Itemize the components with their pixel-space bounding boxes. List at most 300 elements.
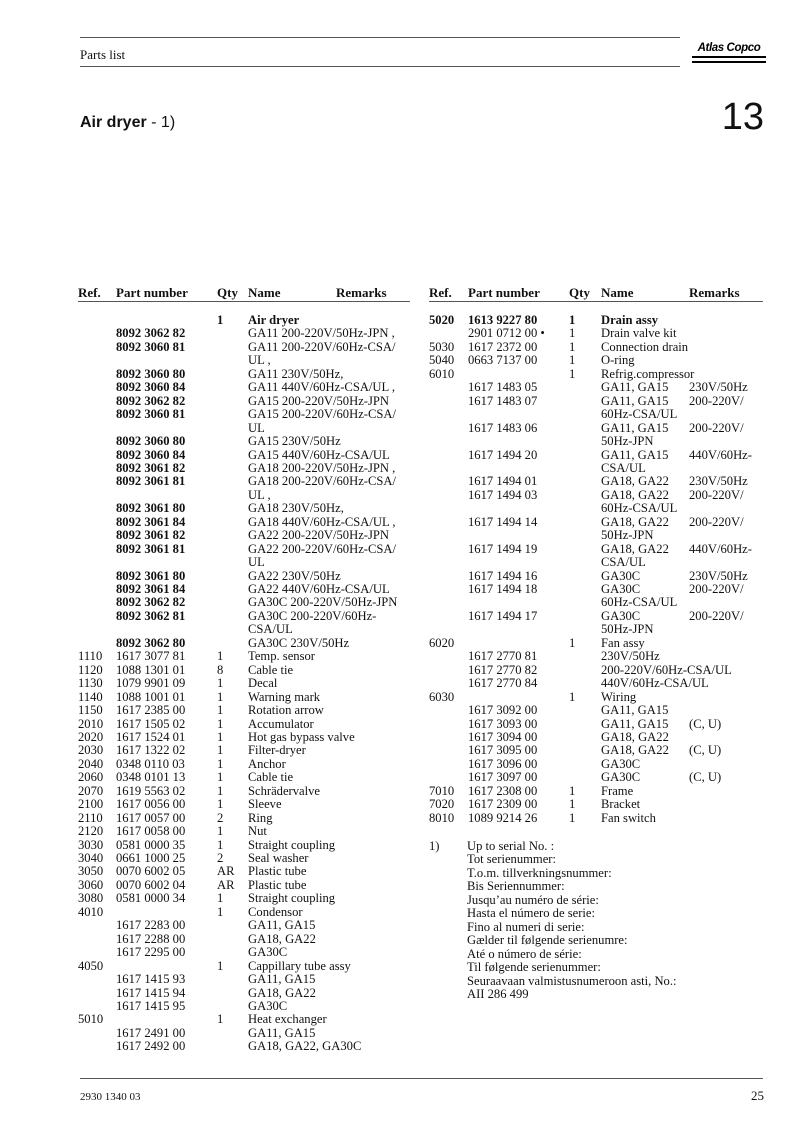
ref-cell: 1110	[78, 649, 103, 664]
table-row	[0, 489, 800, 502]
name-cell: Connection drain	[601, 339, 689, 354]
table-row	[0, 650, 800, 663]
name-cell: Cable tie	[248, 662, 294, 677]
name-cell: CSA/UL	[248, 622, 293, 637]
qty-cell: 1	[217, 676, 224, 691]
table-row	[0, 731, 800, 744]
qty-cell: 8	[217, 662, 224, 677]
part-number-cell: 1617 3095 00	[468, 743, 538, 758]
part-number-cell: 1617 1415 94	[116, 985, 186, 1000]
part-number-cell: 2901 0712 00 •	[468, 326, 545, 341]
ref-cell: 3050	[78, 864, 104, 879]
footnote-line: Gælder til følgende serienumre:	[467, 933, 628, 948]
name-cell: Ring	[248, 810, 273, 825]
part-number-cell: 1617 2288 00	[116, 931, 186, 946]
part-number-cell: 1617 2309 00	[468, 797, 538, 812]
right-col-part-number: Part number	[468, 285, 540, 300]
part-number-cell: 1617 1483 07	[468, 393, 538, 408]
name-cell: GA18, GA22, GA30C	[248, 1039, 362, 1054]
remarks-cell: 200-220V/	[689, 487, 744, 502]
name-cell: GA30C 230V/50Hz	[248, 635, 350, 650]
part-number-cell: 8092 3061 81	[116, 541, 186, 556]
part-number-cell: 8092 3061 80	[116, 568, 186, 583]
table-row	[0, 462, 800, 475]
ref-cell: 6010	[429, 366, 455, 381]
name-cell: Hot gas bypass valve	[248, 729, 355, 744]
name-cell: GA18, GA22	[248, 931, 316, 946]
table-row	[0, 623, 800, 636]
right-col-name: Name	[601, 285, 634, 300]
table-row	[0, 1000, 800, 1013]
table-row	[0, 691, 800, 704]
name-cell: Frame	[601, 783, 634, 798]
name-cell: GA11 230V/50Hz,	[248, 366, 344, 381]
part-number-cell: 1613 9227 80	[468, 313, 538, 327]
qty-cell: AR	[217, 877, 235, 892]
table-row	[0, 1013, 800, 1026]
logo-bar-top	[692, 56, 766, 58]
part-number-cell: 0581 0000 34	[116, 891, 186, 906]
table-row	[0, 839, 800, 852]
part-number-cell: 1617 1494 16	[468, 568, 538, 583]
name-cell: GA11, GA15	[601, 420, 669, 435]
remarks-cell: 440V/60Hz-	[689, 541, 752, 556]
qty-cell: 1	[217, 891, 224, 906]
table-row	[0, 341, 800, 354]
part-number-cell: 1619 5563 02	[116, 783, 186, 798]
part-number-cell: 1088 1301 01	[116, 662, 186, 677]
qty-cell: 1	[217, 770, 224, 785]
name-cell: GA18, GA22	[601, 743, 669, 758]
name-cell: GA11, GA15	[248, 1025, 316, 1040]
footnote-line: Até o número de série:	[467, 946, 582, 961]
footnote-line: Til følgende serienummer:	[467, 960, 601, 975]
left-col-name: Name	[248, 285, 281, 300]
name-cell: Decal	[248, 676, 278, 691]
table-row	[0, 422, 800, 435]
name-cell: GA18 200-220V/50Hz-JPN ,	[248, 460, 396, 475]
qty-cell: 1	[217, 797, 224, 812]
part-number-cell: 0661 1000 25	[116, 851, 186, 865]
table-row	[0, 435, 800, 448]
name-cell: GA15 230V/50Hz	[248, 434, 341, 449]
part-number-cell: 1617 0057 00	[116, 810, 186, 825]
name-cell: GA30C	[601, 568, 641, 583]
part-number-cell: 1617 3092 00	[468, 703, 538, 718]
logo-bar-bottom	[692, 61, 766, 63]
table-row	[0, 798, 800, 811]
part-number-cell: 1617 1494 03	[468, 487, 538, 502]
part-number-cell: 0070 6002 05	[116, 864, 186, 879]
name-cell: Cable tie	[248, 770, 294, 785]
remarks-cell: 200-220V/	[689, 514, 744, 529]
part-number-cell: 1089 9214 26	[468, 810, 538, 825]
qty-cell: 1	[217, 958, 224, 973]
part-number-cell: 0070 6002 04	[116, 877, 186, 892]
ref-cell: 1120	[78, 662, 103, 677]
right-col-ref: Ref.	[429, 285, 452, 300]
name-cell: GA15 200-220V/60Hz-CSA/	[248, 407, 396, 422]
part-number-cell: 1617 3077 81	[116, 649, 186, 664]
ref-cell: 1130	[78, 676, 103, 691]
table-row	[0, 556, 800, 569]
ref-cell: 6030	[429, 689, 455, 704]
name-cell: GA11, GA15	[248, 972, 316, 987]
ref-cell: 5030	[429, 339, 455, 354]
part-number-cell: 0348 0110 03	[116, 756, 185, 771]
remarks-cell: (C, U)	[689, 743, 722, 758]
part-number-cell: 1617 1494 18	[468, 582, 538, 596]
table-row	[0, 475, 800, 488]
name-cell: Drain assy	[601, 313, 659, 327]
left-col-remarks: Remarks	[336, 285, 387, 300]
footer-rule	[80, 1078, 763, 1079]
table-row	[0, 960, 800, 973]
name-cell: UL	[248, 420, 265, 435]
qty-cell: 1	[217, 1012, 224, 1027]
table-row	[0, 1027, 800, 1040]
table-row	[0, 933, 800, 946]
table-row	[0, 327, 800, 340]
table-row	[0, 892, 800, 905]
name-cell: 50Hz-JPN	[601, 622, 654, 637]
part-number-cell: 1617 2770 81	[468, 649, 538, 664]
ref-cell: 7020	[429, 797, 455, 812]
part-number-cell: 8092 3060 84	[116, 380, 186, 395]
qty-cell: 1	[569, 339, 576, 354]
table-row	[0, 570, 800, 583]
part-number-cell: 0581 0000 35	[116, 837, 186, 852]
name-cell: GA18, GA22	[601, 487, 669, 502]
qty-cell: 1	[217, 743, 224, 758]
qty-cell: 1	[569, 326, 576, 341]
name-cell: Filter-dryer	[248, 743, 306, 758]
qty-cell: 2	[217, 851, 224, 865]
name-cell: Straight coupling	[248, 891, 336, 906]
name-cell: Plastic tube	[248, 864, 307, 879]
part-number-cell: 1617 2770 82	[468, 662, 538, 677]
part-number-cell: 1617 1494 20	[468, 447, 538, 462]
table-row	[0, 637, 800, 650]
qty-cell: 1	[569, 689, 576, 704]
qty-cell: 1	[569, 366, 576, 381]
table-row	[0, 1040, 800, 1053]
ref-cell: 3080	[78, 891, 104, 906]
name-cell: GA30C	[248, 998, 288, 1013]
name-cell: GA18 440V/60Hz-CSA/UL ,	[248, 514, 396, 529]
name-cell: GA15 440V/60Hz-CSA/UL	[248, 447, 390, 462]
remarks-cell: 230V/50Hz	[689, 474, 748, 489]
header-label: Parts list	[80, 47, 126, 62]
part-number-cell: 8092 3061 80	[116, 501, 186, 516]
right-col-remarks: Remarks	[689, 285, 740, 300]
name-cell: 60Hz-CSA/UL	[601, 407, 678, 422]
name-cell: Refrig.compressor	[601, 366, 695, 381]
part-number-cell: 1617 1505 02	[116, 716, 186, 731]
ref-cell: 5020	[429, 313, 455, 327]
table-row	[0, 704, 800, 717]
left-col-qty: Qty	[217, 285, 238, 300]
part-number-cell: 1617 2308 00	[468, 783, 538, 798]
remarks-cell: (C, U)	[689, 770, 722, 785]
footnote-line: Seuraavaan valmistusnumeroon asti, No.:	[467, 973, 677, 988]
header-bottom-rule	[80, 66, 680, 67]
footnote-line: T.o.m. tillverkningsnummer:	[467, 865, 612, 880]
part-number-cell: 8092 3060 80	[116, 366, 186, 381]
qty-cell: 1	[217, 649, 224, 664]
ref-cell: 2060	[78, 770, 104, 785]
footer-document-code: 2930 1340 03	[80, 1091, 141, 1103]
part-number-cell: 1617 3093 00	[468, 716, 538, 731]
part-number-cell: 1617 2295 00	[116, 945, 186, 960]
ref-cell: 3060	[78, 877, 104, 892]
page-title	[80, 114, 175, 132]
name-cell: Heat exchanger	[248, 1012, 327, 1027]
table-row	[0, 408, 800, 421]
name-cell: Drain valve kit	[601, 326, 677, 341]
name-cell: Fan switch	[601, 810, 656, 825]
part-number-cell: 1617 2491 00	[116, 1025, 186, 1040]
name-cell: GA18 200-220V/60Hz-CSA/	[248, 474, 396, 489]
name-cell: GA30C	[601, 770, 641, 785]
part-number-cell: 1617 1494 17	[468, 608, 538, 623]
ref-cell: 2070	[78, 783, 104, 798]
name-cell: CSA/UL	[601, 460, 646, 475]
left-col-ref: Ref.	[78, 285, 101, 300]
right-header-rule	[429, 301, 763, 302]
name-cell: Nut	[248, 824, 267, 839]
name-cell: Straight coupling	[248, 837, 336, 852]
qty-cell: 1	[217, 783, 224, 798]
remarks-cell: 200-220V/	[689, 393, 744, 408]
name-cell: GA30C	[248, 945, 288, 960]
table-row	[0, 596, 800, 609]
name-cell: Wiring	[601, 689, 637, 704]
part-number-cell: 8092 3060 81	[116, 407, 186, 422]
name-cell: Seal washer	[248, 851, 309, 865]
table-row	[0, 744, 800, 757]
ref-cell: 2010	[78, 716, 104, 731]
qty-cell: 1	[569, 353, 576, 368]
header-top-rule	[80, 37, 680, 38]
part-number-cell: 8092 3062 82	[116, 393, 186, 408]
table-row	[0, 771, 800, 784]
name-cell: GA22 440V/60Hz-CSA/UL	[248, 582, 390, 596]
qty-cell: 1	[569, 313, 576, 327]
name-cell: CSA/UL	[601, 555, 646, 570]
name-cell: Schrädervalve	[248, 783, 321, 798]
part-number-cell: 1617 1524 01	[116, 729, 186, 744]
remarks-cell: 200-220V/	[689, 420, 744, 435]
table-row	[0, 664, 800, 677]
name-cell: 60Hz-CSA/UL	[601, 501, 678, 516]
table-row	[0, 879, 800, 892]
part-number-cell: 1617 0058 00	[116, 824, 186, 839]
title-bold: Air dryer	[80, 114, 147, 131]
name-cell: 230V/50Hz	[601, 649, 660, 664]
part-number-cell: 1617 2283 00	[116, 918, 186, 933]
ref-cell: 8010	[429, 810, 455, 825]
name-cell: GA11, GA15	[601, 703, 669, 718]
remarks-cell: 230V/50Hz	[689, 380, 748, 395]
table-row	[0, 987, 800, 1000]
qty-cell: 1	[569, 810, 576, 825]
table-row	[0, 718, 800, 731]
name-cell: 50Hz-JPN	[601, 528, 654, 543]
name-cell: GA30C 200-220V/50Hz-JPN	[248, 595, 398, 610]
name-cell: 60Hz-CSA/UL	[601, 595, 678, 610]
part-number-cell: 1617 1483 06	[468, 420, 538, 435]
part-number-cell: 8092 3060 81	[116, 339, 186, 354]
part-number-cell: 8092 3061 82	[116, 528, 186, 543]
name-cell: Rotation arrow	[248, 703, 324, 718]
section-number: 13	[721, 96, 764, 138]
qty-cell: 1	[217, 689, 224, 704]
part-number-cell: 1617 1494 19	[468, 541, 538, 556]
part-number-cell: 1617 1415 95	[116, 998, 186, 1013]
ref-cell: 2020	[78, 729, 104, 744]
part-number-cell: 1617 2385 00	[116, 703, 186, 718]
table-row	[0, 314, 800, 327]
qty-cell: AR	[217, 864, 235, 879]
atlas-copco-logo	[692, 40, 766, 66]
right-col-qty: Qty	[569, 285, 590, 300]
part-number-cell: 8092 3061 82	[116, 460, 186, 475]
footnote-line: Fino al numeri di serie:	[467, 919, 585, 934]
name-cell: GA11 440V/60Hz-CSA/UL ,	[248, 380, 396, 395]
logo-text: Atlas Copco	[697, 42, 761, 54]
footnote-line: AII 286 499	[467, 986, 529, 1001]
name-cell: GA11, GA15	[601, 447, 669, 462]
name-cell: GA11, GA15	[248, 918, 316, 933]
qty-cell: 2	[217, 810, 224, 825]
name-cell: UL ,	[248, 487, 271, 502]
name-cell: Bracket	[601, 797, 641, 812]
part-number-cell: 8092 3062 82	[116, 326, 186, 341]
table-row	[0, 825, 800, 838]
name-cell: GA30C	[601, 582, 641, 596]
part-number-cell: 8092 3060 84	[116, 447, 186, 462]
name-cell: GA30C	[601, 608, 641, 623]
ref-cell: 5010	[78, 1012, 104, 1027]
remarks-cell: 440V/60Hz-	[689, 447, 752, 462]
table-row	[0, 973, 800, 986]
name-cell: Fan assy	[601, 635, 645, 650]
part-number-cell: 0663 7137 00	[468, 353, 538, 368]
ref-cell: 3040	[78, 851, 104, 865]
table-row	[0, 381, 800, 394]
footnote-line: Bis Seriennummer:	[467, 879, 565, 894]
name-cell: GA18, GA22	[601, 474, 669, 489]
table-row	[0, 919, 800, 932]
name-cell: GA11 200-220V/50Hz-JPN ,	[248, 326, 395, 341]
name-cell: O-ring	[601, 353, 635, 368]
ref-cell: 1140	[78, 689, 103, 704]
part-number-cell: 1617 1415 93	[116, 972, 186, 987]
name-cell: Anchor	[248, 756, 286, 771]
ref-cell: 3030	[78, 837, 104, 852]
part-number-cell: 1617 1494 01	[468, 474, 538, 489]
name-cell: Warning mark	[248, 689, 321, 704]
name-cell: Temp. sensor	[248, 649, 315, 664]
qty-cell: 1	[569, 797, 576, 812]
name-cell: GA22 230V/50Hz	[248, 568, 341, 583]
ref-cell: 2120	[78, 824, 104, 839]
name-cell: GA22 200-220V/50Hz-JPN	[248, 528, 389, 543]
part-number-cell: 8092 3061 84	[116, 514, 186, 529]
part-number-cell: 1617 3097 00	[468, 770, 538, 785]
table-row	[0, 812, 800, 825]
name-cell: Cappillary tube assy	[248, 958, 351, 973]
part-number-cell: 1079 9901 09	[116, 676, 186, 691]
part-number-cell: 1617 1494 14	[468, 514, 538, 529]
name-cell: GA22 200-220V/60Hz-CSA/	[248, 541, 396, 556]
name-cell: 50Hz-JPN	[601, 434, 654, 449]
name-cell: GA15 200-220V/50Hz-JPN	[248, 393, 389, 408]
part-number-cell: 0348 0101 13	[116, 770, 186, 785]
name-cell: Air dryer	[248, 313, 300, 327]
table-row	[0, 946, 800, 959]
name-cell: UL ,	[248, 353, 271, 368]
name-cell: Accumulator	[248, 716, 314, 731]
qty-cell: 1	[217, 756, 224, 771]
footnote-line: Hasta el número de serie:	[467, 906, 595, 921]
name-cell: GA18 230V/50Hz,	[248, 501, 344, 516]
table-row	[0, 758, 800, 771]
table-row	[0, 610, 800, 623]
part-number-cell: 8092 3062 80	[116, 635, 186, 650]
qty-cell: 1	[569, 783, 576, 798]
part-number-cell: 8092 3062 81	[116, 608, 186, 623]
remarks-cell: 200-220V/	[689, 608, 744, 623]
part-number-cell: 1617 1322 02	[116, 743, 186, 758]
part-number-cell: 1617 2492 00	[116, 1039, 186, 1054]
table-row	[0, 906, 800, 919]
qty-cell: 1	[569, 635, 576, 650]
part-number-cell: 8092 3062 82	[116, 595, 186, 610]
part-number-cell: 8092 3061 81	[116, 474, 186, 489]
ref-cell: 2040	[78, 756, 104, 771]
table-row	[0, 529, 800, 542]
name-cell: GA11 200-220V/60Hz-CSA/	[248, 339, 396, 354]
name-cell: GA30C 200-220V/60Hz-	[248, 608, 377, 623]
ref-cell: 4010	[78, 904, 104, 919]
name-cell: GA18, GA22	[601, 729, 669, 744]
title-suffix: - 1)	[146, 114, 176, 131]
name-cell: GA11, GA15	[601, 716, 669, 731]
name-cell: 440V/60Hz-CSA/UL	[601, 676, 709, 691]
table-row	[0, 449, 800, 462]
table-row	[0, 354, 800, 367]
part-number-cell: 1617 2770 84	[468, 676, 538, 691]
name-cell: 200-220V/60Hz-CSA/UL	[601, 662, 732, 677]
qty-cell: 1	[217, 313, 224, 327]
left-header-rule	[78, 301, 410, 302]
remarks-cell: 230V/50Hz	[689, 568, 748, 583]
table-row	[0, 516, 800, 529]
footnote-line: Jusqu’au numéro de série:	[467, 892, 599, 907]
footnote-line: Up to serial No. :	[467, 839, 555, 853]
table-row	[0, 543, 800, 556]
table-row	[0, 583, 800, 596]
table-row	[0, 852, 800, 865]
qty-cell: 1	[217, 716, 224, 731]
name-cell: GA18, GA22	[601, 514, 669, 529]
part-number-cell: 1617 3094 00	[468, 729, 538, 744]
part-number-cell: 1088 1001 01	[116, 689, 186, 704]
qty-cell: 1	[217, 824, 224, 839]
part-number-cell: 1617 0056 00	[116, 797, 186, 812]
